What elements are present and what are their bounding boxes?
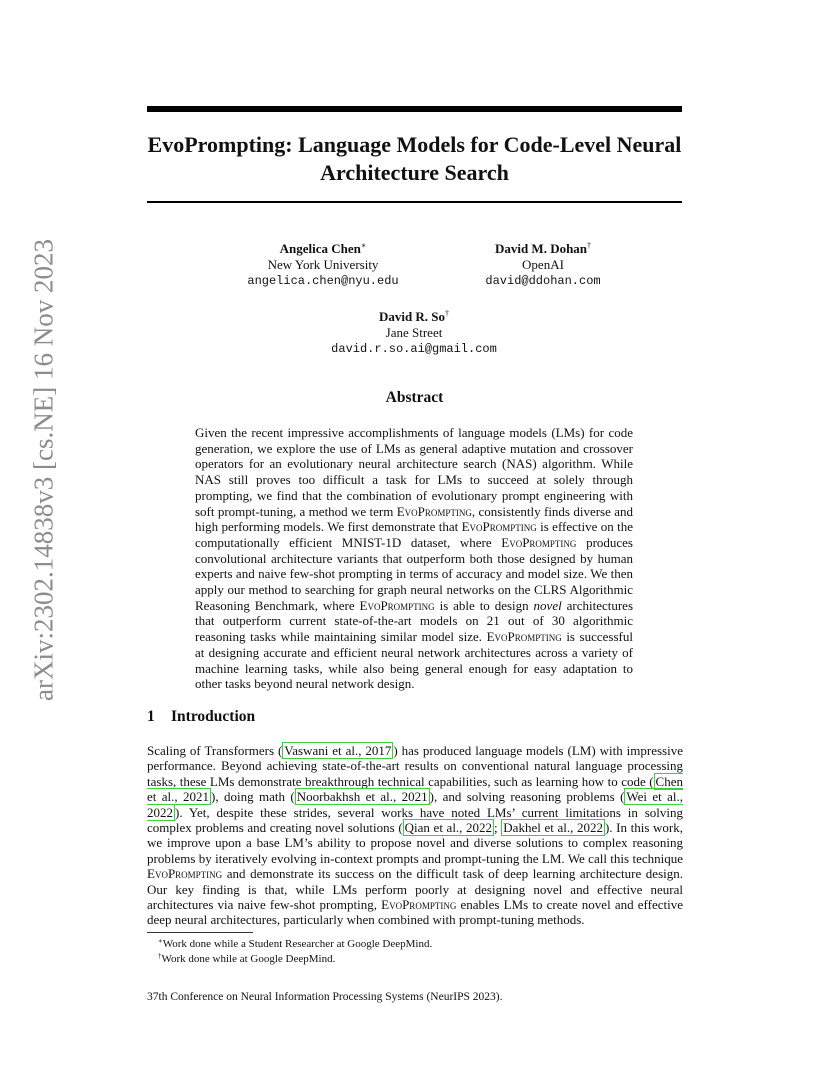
title-rule: [147, 201, 682, 203]
footnote-mark: ∗: [158, 937, 163, 945]
method-name: EvoPrompting: [486, 629, 562, 645]
author-email[interactable]: david@ddohan.com: [485, 274, 601, 288]
footnote-rule: [147, 932, 253, 933]
author-block-2: [438, 238, 648, 289]
top-rule: [147, 106, 682, 112]
author-email[interactable]: angelica.chen@nyu.edu: [247, 274, 399, 288]
citation-link[interactable]: Qian et al., 2022: [404, 820, 493, 836]
arxiv-stamp: arXiv:2302.14838v3 [cs.NE] 16 Nov 2023: [28, 239, 59, 701]
citation-link[interactable]: Vaswani et al., 2017: [284, 743, 392, 758]
author-mark: ∗: [360, 241, 367, 250]
method-name: EvoPrompting: [501, 534, 577, 550]
citation-link[interactable]: Noorbakhsh et al., 2021: [296, 789, 428, 805]
section-title: Introduction: [171, 708, 256, 725]
section-heading: [147, 708, 255, 726]
footnote: [158, 935, 432, 951]
intro-paragraph: Scaling of Transformers ( Vaswani et al., 2017 ) has produced language models (LM) with impressive performance. Beyond achieving state-of-the-art results on conventional natural language processing tasks, these LMs demonstrate breakthrough technical capabilities, such as learning how to code ( Chen et al., 2021 ), doing math ( Noorbakhsh et al., 2021 ), and solving reasoning problems ( Wei et al., 2022 ). Yet, despite these strides, several works have noted LMs’ current limitations in solving complex problems and creating novel solutions ( Qian et al., 2022 ; Dakhel et al., 2022 ). In this work, we improve upon a base LM’s ability to propose novel and diverse solutions to complex reasoning problems by iteratively evolving in-context prompts and prompt-tuning the LM. We call this technique EvoPrompting and demonstrate its success on the difficult task of deep learning architecture design. Our key finding is that, while LMs perform poorly at designing novel and effective neural architectures via naive few-shot prompting, EvoPrompting enables LMs to create novel and effective deep neural architectures, particularly when combined with prompt-tuning methods.: [147, 743, 684, 928]
section-number: 1: [147, 708, 155, 725]
author-affiliation: New York University: [267, 257, 379, 272]
venue-note: 37th Conference on Neural Information Processing Systems (NeurIPS 2023).: [147, 991, 503, 1003]
author-mark: †: [445, 309, 450, 318]
author-block-3: [300, 306, 528, 357]
paper-title: EvoPrompting: Language Models for Code-Level Neural Architecture Search: [147, 132, 682, 185]
author-name: Angelica Chen: [279, 241, 361, 256]
footnote: [158, 950, 335, 966]
method-name: EvoPrompting: [461, 519, 537, 535]
method-name: EvoPrompting: [359, 597, 435, 613]
footnote-mark: †: [158, 952, 162, 960]
emphasis: novel: [533, 597, 562, 613]
citation-link[interactable]: Wei et al., 2022: [147, 789, 684, 820]
abstract-body: Given the recent impressive accomplishments of language models (LMs) for code generation, we explore the use of LMs as general adaptive mutation and crossover operators for an evolutionary neural architecture search (NAS) algorithm. While NAS still proves too difficult a task for LMs to succeed at solely through prompting, we find that the combination of evolutionary prompt engineering with soft prompt-tuning, a method we term EvoPrompting, consistently finds diverse and high performing models. We first demonstrate that EvoPrompting is effective on the computationally efficient MNIST-1D dataset, where EvoPrompting produces convolutional architecture variants that outperform both those designed by human experts and naive few-shot prompting in terms of accuracy and model size. We then apply our method to searching for graph neural networks on the CLRS Algorithmic Reasoning Benchmark, where EvoPrompting is able to design novel architectures that outperform current state-of-the-art models on 21 out of 30 algorithmic reasoning tasks while maintaining similar model size. EvoPrompting is successful at designing accurate and efficient neural network architectures across a variety of machine learning tasks, while also being general enough for easy adaptation to other tasks beyond neural network design.: [195, 425, 634, 692]
method-name: EvoPrompting: [147, 866, 223, 882]
author-email[interactable]: david.r.so.ai@gmail.com: [331, 342, 497, 356]
citation-link[interactable]: Chen et al., 2021: [147, 773, 683, 805]
footnote-text: Work done while at Google DeepMind.: [161, 953, 336, 965]
author-block-1: [218, 238, 428, 289]
method-name: EvoPrompting: [381, 897, 457, 913]
author-affiliation: Jane Street: [385, 325, 443, 340]
author-mark: †: [587, 241, 592, 250]
author-name: David M. Dohan: [494, 241, 588, 256]
author-name: David R. So: [378, 309, 446, 324]
abstract-heading: Abstract: [385, 389, 444, 406]
author-affiliation: OpenAI: [522, 257, 564, 272]
citation-link[interactable]: Dakhel et al., 2022: [503, 820, 603, 836]
method-name: EvoPrompting: [396, 503, 472, 519]
footnote-text: Work done while a Student Researcher at Google DeepMind.: [162, 938, 433, 950]
